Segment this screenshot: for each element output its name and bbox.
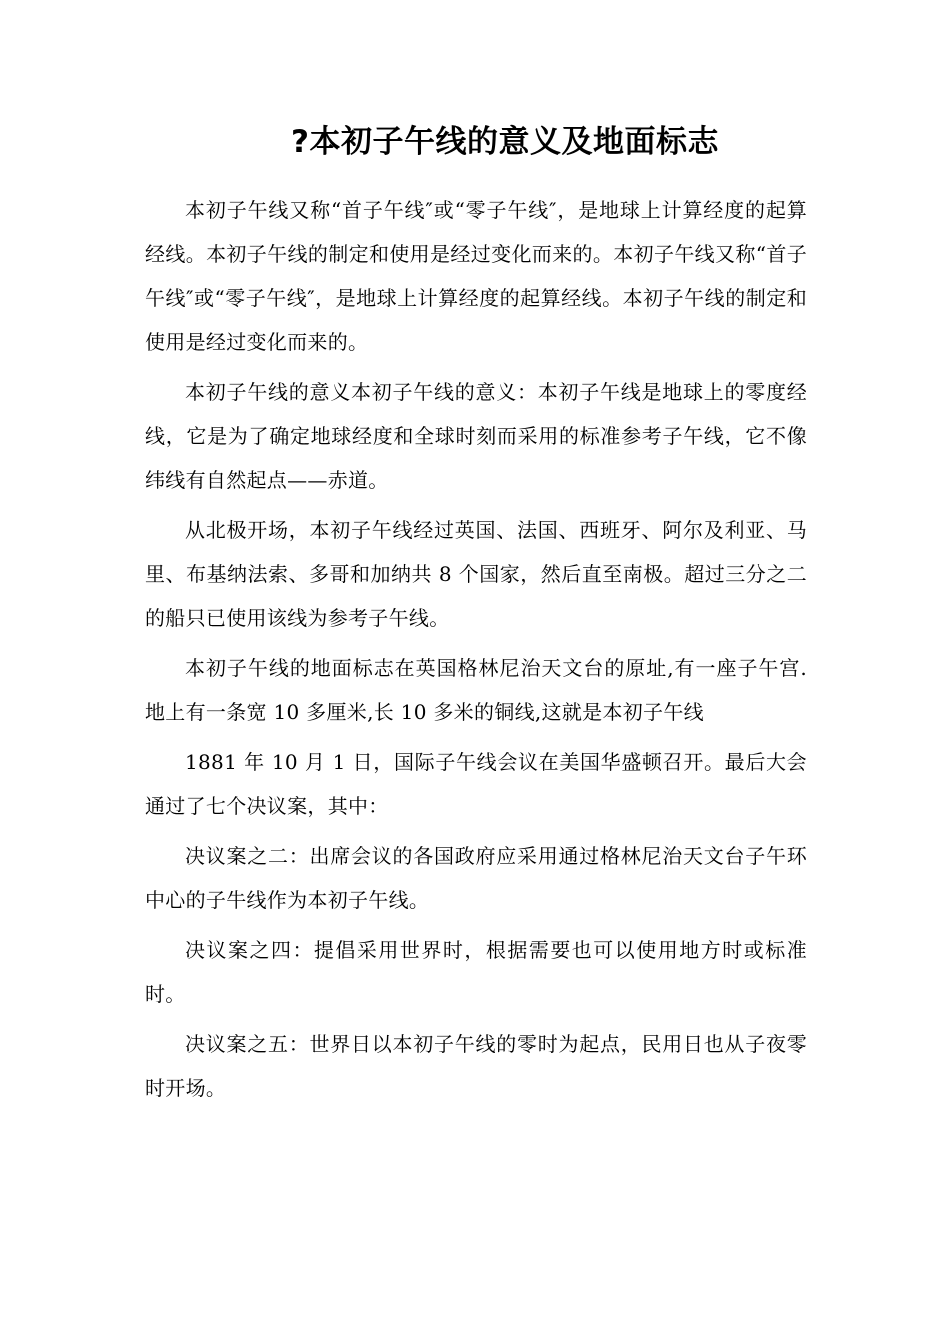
paragraph-6: 决议案之二：出席会议的各国政府应采用通过格林尼治天文台子午环中心的子牛线作为本初子午线。 <box>145 844 807 912</box>
paragraph-1: 本初子午线又称“首子午线″或“零子午线″，是地球上计算经度的起算经线。本初子午线的制定和使用是经过变化而来的。本初子午线又称“首子午线″或“零子午线″，是地球上计算经度的起算经线。本初子午线的制定和使用是经过变化而来的。 <box>145 198 807 354</box>
paragraph-7: 决议案之四：提倡采用世界时，根据需要也可以使用地方时或标准时。 <box>145 938 807 1006</box>
paragraph-4: 本初子午线的地面标志在英国格林尼治天文台的原址,有一座子午宫.地上有一条宽 10 多厘米,长 10 多米的铜线,这就是本初子午线 <box>145 656 807 724</box>
paragraph-8: 决议案之五：世界日以本初子午线的零时为起点，民用日也从子夜零时开场。 <box>145 1032 807 1100</box>
paragraph-5: 1881 年 10 月 1 日，国际子午线会议在美国华盛顿召开。最后大会通过了七个决议案，其中： <box>145 750 807 818</box>
paragraph-2: 本初子午线的意义本初子午线的意义：本初子午线是地球上的零度经线，它是为了确定地球经度和全球时刻而采用的标准参考子午线，它不像纬线有自然起点——赤道。 <box>145 380 807 492</box>
paragraph-3: 从北极开场，本初子午线经过英国、法国、西班牙、阿尔及利亚、马里、布基纳法索、多哥和加纳共 8 个国家，然后直至南极。超过三分之二的船只已使用该线为参考子午线。 <box>145 518 807 630</box>
document-title: ?本初子午线的意义及地面标志 <box>291 124 719 160</box>
document-body <box>145 188 807 1116</box>
